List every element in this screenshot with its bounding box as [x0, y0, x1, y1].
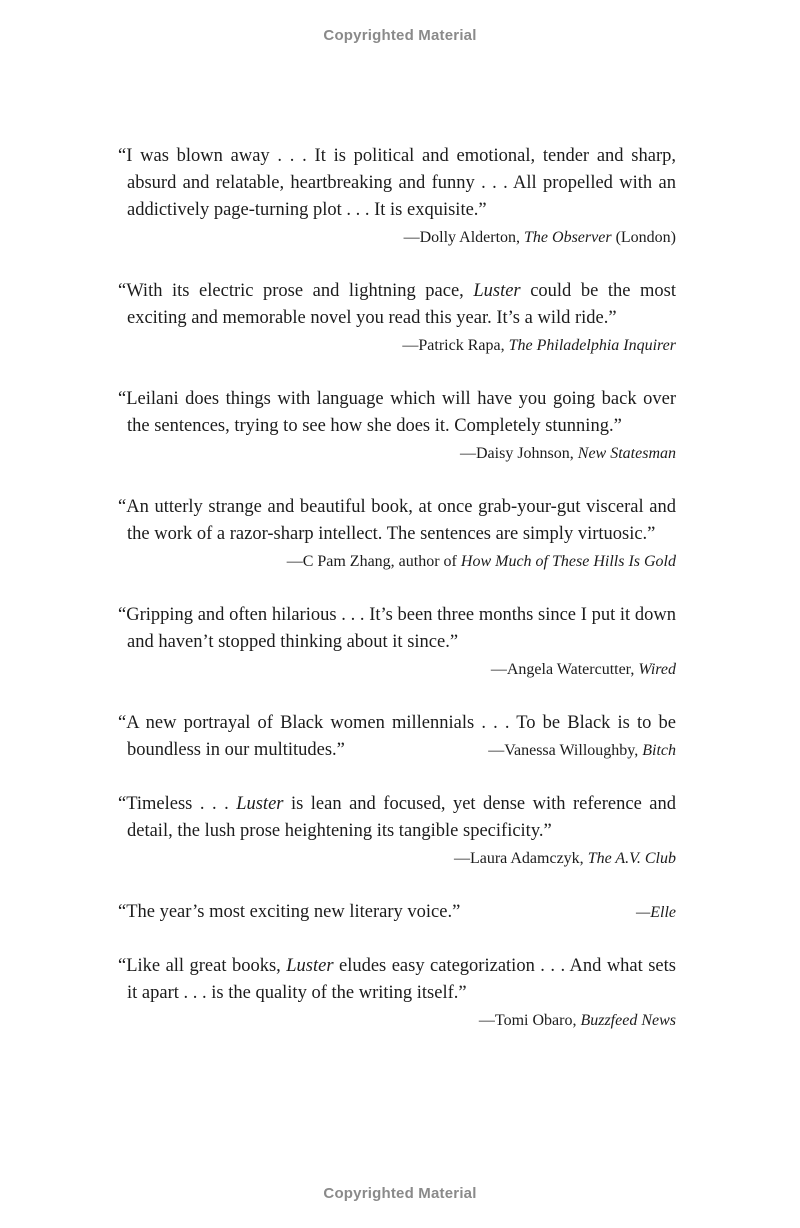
attribution-source: How Much of These Hills Is Gold: [460, 553, 676, 570]
quote-text: “A new portrayal of Black women millennials . . . To be Black is to be boundless in our multitudes.”: [118, 713, 676, 760]
blurb-obaro: [118, 953, 676, 1034]
blurb-rapa: [118, 278, 676, 359]
attribution-name: —Vanessa Willoughby,: [488, 742, 643, 759]
blurb-attribution: [118, 332, 676, 359]
book-title: Luster: [236, 794, 284, 814]
quote-text: “The year’s most exciting new literary voice.”: [118, 902, 461, 922]
book-title: Luster: [473, 281, 521, 301]
blurb-quote: “I was blown away . . . It is political and emotional, tender and sharp, absurd and relatable, heartbreaking and funny . . . All propelled with an addictively page-turning plot . . . It is exquisite.”: [118, 146, 676, 220]
blurb-attribution: [118, 1007, 676, 1034]
quote-text: eludes easy categorization . . . And what sets it apart . . . is the quality of the writing itself.”: [127, 956, 676, 1003]
attribution-source: The Philadelphia Inquirer: [508, 337, 676, 354]
attribution-source: Wired: [638, 661, 676, 678]
quote-text: “Timeless . . .: [118, 794, 237, 814]
attribution-suffix: (London): [611, 229, 676, 246]
attribution-name: —Laura Adamczyk,: [453, 850, 588, 867]
attribution-source: New Statesman: [577, 445, 676, 462]
attribution-source: The A.V. Club: [587, 850, 676, 867]
attribution-name: —Angela Watercutter,: [490, 661, 639, 678]
blurb-quote: “Leilani does things with language which will have you going back over the sentences, trying to see how she does it. Completely stunning.”: [118, 389, 676, 436]
blurb-attribution: [118, 845, 676, 872]
blurb-watercutter: [118, 602, 676, 683]
attribution-name: —C Pam Zhang, author of: [286, 553, 461, 570]
copyright-watermark-top: Copyrighted Material: [323, 27, 477, 44]
blurb-attribution: [118, 548, 676, 575]
attribution-name: —Daisy Johnson,: [460, 445, 578, 462]
blurb-quote: “An utterly strange and beautiful book, at once grab-your-gut visceral and the work of a razor-sharp intellect. The sentences are simply virtuosic.”: [118, 497, 676, 544]
blurb-attribution: [118, 440, 676, 467]
attribution-source: —Elle: [636, 904, 676, 921]
blurb-adamczyk: [118, 791, 676, 872]
blurb-alderton: [118, 143, 676, 251]
blurb-zhang: [118, 494, 676, 575]
blurb-quote: [118, 278, 676, 332]
book-title: Luster: [286, 956, 334, 976]
attribution-name: —Tomi Obaro,: [478, 1012, 581, 1029]
blurb-willoughby: [118, 710, 676, 764]
praise-blurbs: [118, 143, 676, 1061]
attribution-name: —Dolly Alderton,: [403, 229, 525, 246]
blurb-johnson: [118, 386, 676, 467]
blurb-quote: [118, 953, 676, 1007]
blurb-elle: [118, 899, 676, 926]
copyright-watermark-bottom: Copyrighted Material: [323, 1185, 477, 1202]
quote-text: “Like all great books,: [118, 956, 287, 976]
attribution-name: —Patrick Rapa,: [402, 337, 509, 354]
blurb-quote: [118, 791, 676, 845]
attribution-source: Bitch: [642, 742, 676, 759]
blurb-quote: “Gripping and often hilarious . . . It’s been three months since I put it down and haven’t stopped thinking about it since.”: [118, 605, 676, 652]
attribution-source: The Observer: [524, 229, 612, 246]
quote-text: “With its electric prose and lightning pace,: [118, 281, 474, 301]
quote-text: is lean and focused, yet dense with reference and detail, the lush prose heightening its tangible specificity.”: [127, 794, 676, 841]
attribution-source: Buzzfeed News: [580, 1012, 676, 1029]
quote-text: could be the most exciting and memorable novel you read this year. It’s a wild ride.”: [127, 281, 676, 328]
blurb-attribution: [118, 224, 676, 251]
blurb-attribution: [118, 656, 676, 683]
